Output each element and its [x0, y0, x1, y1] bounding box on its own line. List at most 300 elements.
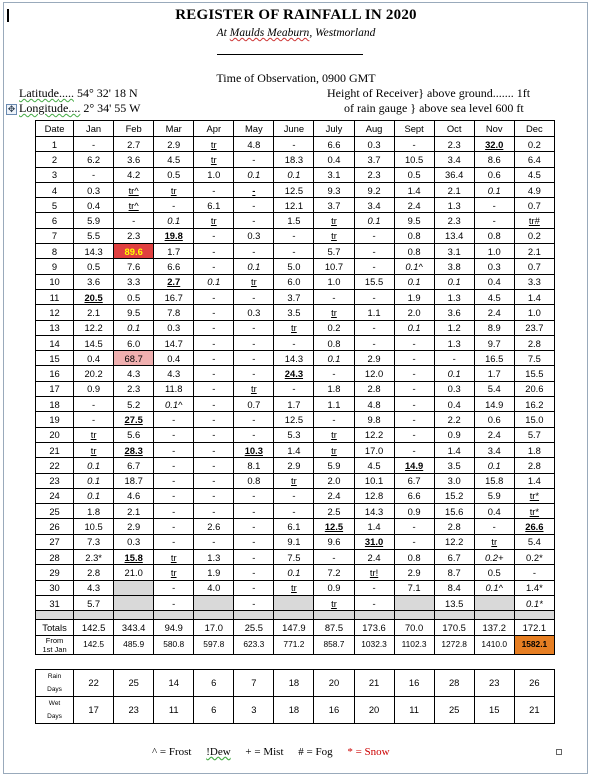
rainfall-cell: 0.5: [474, 565, 514, 580]
cumulative-row-value: 1410.0: [474, 635, 514, 654]
rainfall-cell: 3.6: [114, 152, 154, 167]
rainfall-cell: 1.1: [314, 397, 354, 412]
rainfall-cell: 0.8: [394, 244, 434, 259]
rainfall-cell: 15.8: [114, 550, 154, 565]
rainfall-cell: 4.5: [354, 458, 394, 473]
rainfall-cell: 7.5: [514, 351, 554, 366]
rainfall-cell: 4.0: [194, 580, 234, 595]
rainfall-cell: 7.1: [394, 580, 434, 595]
rainfall-cell: 5.9: [74, 213, 114, 228]
longitude-value: 2° 34' 55 W: [83, 101, 141, 115]
date-cell: 20: [36, 427, 74, 442]
rainfall-cell: 2.9: [114, 519, 154, 534]
rainfall-cell: -: [354, 228, 394, 243]
rainfall-cell: tr: [234, 381, 274, 396]
separator-cell: [434, 611, 474, 620]
rainfall-cell: -: [154, 473, 194, 488]
totals-row-value: 137.2: [474, 620, 514, 635]
rainfall-cell: [474, 595, 514, 610]
rainfall-cell: 0.1: [74, 458, 114, 473]
totals-row-value: 173.6: [354, 620, 394, 635]
rainfall-cell: 5.4: [474, 381, 514, 396]
rainfall-cell: 0.8: [394, 228, 434, 243]
rainfall-cell: 5.5: [74, 228, 114, 243]
rainfall-cell: -: [194, 289, 234, 304]
rainfall-cell: -: [394, 137, 434, 152]
rainfall-cell: 3.4: [474, 442, 514, 457]
rainfall-cell: -: [354, 335, 394, 350]
rainfall-cell: 0.3: [354, 137, 394, 152]
date-cell: 22: [36, 458, 74, 473]
rainfall-cell: -: [194, 534, 234, 549]
column-header-apr: Apr: [194, 121, 234, 137]
rainfall-cell: 12.0: [354, 366, 394, 381]
receiver-line-2: of rain gauge } above sea level 600 ft: [344, 101, 524, 115]
rainfall-cell: 0.4: [314, 152, 354, 167]
table-row: [36, 152, 555, 167]
rainfall-cell: 2.6: [194, 519, 234, 534]
separator-cell: [274, 611, 314, 620]
rainfall-cell: 5.7: [514, 427, 554, 442]
table-row: [36, 565, 555, 580]
date-cell: 18: [36, 397, 74, 412]
rainfall-cell: 4.8: [354, 397, 394, 412]
rainfall-cell: -: [194, 351, 234, 366]
table-row: [36, 442, 555, 457]
rainfall-cell: -: [234, 488, 274, 503]
rainfall-cell: 5.0: [274, 259, 314, 274]
separator-cell: [474, 611, 514, 620]
rainfall-cell: -: [194, 397, 234, 412]
rainfall-cell: -: [274, 381, 314, 396]
rainfall-cell: 3.6: [74, 274, 114, 289]
rainfall-cell: -: [474, 519, 514, 534]
wet-days-row-value: 23: [114, 696, 154, 723]
rainfall-cell: -: [354, 259, 394, 274]
date-cell: 11: [36, 289, 74, 304]
rainfall-cell: 6.4: [514, 152, 554, 167]
rainfall-cell: -: [314, 412, 354, 427]
rainfall-cell: 0.9: [74, 381, 114, 396]
rainfall-cell: 0.3: [154, 320, 194, 335]
table-row: [36, 320, 555, 335]
cumulative-row-value: 771.2: [274, 635, 314, 654]
rainfall-cell: tr*: [514, 488, 554, 503]
rainfall-cell: -: [194, 228, 234, 243]
rainfall-cell: 10.7: [314, 259, 354, 274]
rainfall-cell: 1.4: [274, 442, 314, 457]
rainfall-cell: 0.7: [514, 198, 554, 213]
separator-row: [36, 611, 555, 620]
rainfall-cell: tr#: [514, 213, 554, 228]
rainfall-cell: -: [234, 289, 274, 304]
rainfall-cell: tr: [314, 427, 354, 442]
title-rule: [217, 54, 363, 55]
rainfall-cell: 9.5: [394, 213, 434, 228]
wet-days-row-value: 11: [394, 696, 434, 723]
rainfall-cell: -: [154, 412, 194, 427]
table-row: [36, 595, 555, 610]
rainfall-cell: 9.2: [354, 182, 394, 197]
rainfall-cell: -: [154, 488, 194, 503]
wet-days-row-label: [36, 696, 74, 723]
date-cell: 19: [36, 412, 74, 427]
rainfall-cell: 6.6: [154, 259, 194, 274]
totals-row-label: [36, 620, 74, 635]
rainfall-cell: 0.3: [434, 381, 474, 396]
table-row: [36, 519, 555, 534]
rainfall-cell: 10.5: [394, 152, 434, 167]
rainfall-cell: 2.3: [354, 167, 394, 182]
rainfall-cell: 0.3: [234, 228, 274, 243]
latitude-label: Latitude: [19, 86, 59, 100]
rain-days-row: [36, 669, 555, 696]
rainfall-cell: 0.1: [434, 366, 474, 381]
legend-frost: ^ = Frost: [152, 746, 192, 758]
rainfall-cell: 6.7: [114, 458, 154, 473]
table-row: [36, 198, 555, 213]
rainfall-cell: 31.0: [354, 534, 394, 549]
rainfall-cell: 6.1: [274, 519, 314, 534]
rainfall-cell: -: [194, 427, 234, 442]
rainfall-cell: -: [314, 550, 354, 565]
subtitle-prefix: At: [216, 27, 230, 39]
date-cell: 27: [36, 534, 74, 549]
rainfall-cell: 0.6: [474, 167, 514, 182]
rainfall-cell: 0.4: [474, 274, 514, 289]
page-subtitle: [0, 27, 592, 39]
legend-snow: * = Snow: [347, 746, 390, 758]
rainfall-cell: -: [394, 519, 434, 534]
rainfall-cell: -: [274, 244, 314, 259]
cumulative-row-value: 858.7: [314, 635, 354, 654]
rainfall-cell: 2.1: [114, 504, 154, 519]
rainfall-cell: 2.4: [394, 198, 434, 213]
table-move-handle-icon[interactable]: ✥: [7, 104, 16, 114]
rainfall-cell: 0.8: [314, 335, 354, 350]
rainfall-cell: 0.8: [474, 228, 514, 243]
latitude: [19, 86, 138, 101]
cumulative-row-value: 1032.3: [354, 635, 394, 654]
rainfall-cell: 0.1: [314, 351, 354, 366]
rainfall-cell: 2.9: [394, 565, 434, 580]
rainfall-cell: 1.3: [434, 335, 474, 350]
rainfall-cell: -: [154, 504, 194, 519]
rainfall-cell: -: [394, 397, 434, 412]
longitude: [19, 101, 140, 116]
rainfall-cell: 4.6: [114, 488, 154, 503]
rainfall-cell: 12.2: [354, 427, 394, 442]
table-row: [36, 580, 555, 595]
longitude-label: Longitude: [19, 101, 69, 115]
column-header-jan: Jan: [74, 121, 114, 137]
table-row: [36, 137, 555, 152]
rainfall-cell: 0.8: [234, 473, 274, 488]
rainfall-cell: 0.5: [394, 167, 434, 182]
table-row: [36, 488, 555, 503]
rainfall-cell: 3.7: [354, 152, 394, 167]
column-header-july: July: [314, 121, 354, 137]
rainfall-cell: 4.5: [474, 289, 514, 304]
rainfall-cell: 14.3: [354, 504, 394, 519]
rainfall-cell: [274, 595, 314, 610]
column-header-nov: Nov: [474, 121, 514, 137]
rainfall-cell: 0.1: [154, 213, 194, 228]
column-header-date: Date: [36, 121, 74, 137]
table-row: [36, 244, 555, 259]
totals-row-value: 170.5: [434, 620, 474, 635]
rainfall-cell: -: [354, 595, 394, 610]
rainfall-cell: 2.8: [434, 519, 474, 534]
rainfall-cell: 1.4*: [514, 580, 554, 595]
rainfall-cell: tr: [74, 442, 114, 457]
rainfall-cell: 5.3: [274, 427, 314, 442]
wet-days-row-value: 21: [514, 696, 554, 723]
rainfall-cell: 8.1: [234, 458, 274, 473]
date-cell: 21: [36, 442, 74, 457]
rainfall-cell: -: [234, 335, 274, 350]
rainfall-cell: -: [74, 167, 114, 182]
rainfall-cell: 1.4: [434, 442, 474, 457]
rainfall-cell: 0.4: [474, 504, 514, 519]
rainfall-cell: 2.2: [434, 412, 474, 427]
rainfall-cell: 6.7: [394, 473, 434, 488]
legend-fog: # = Fog: [298, 746, 333, 758]
wet-days-row-value: 17: [74, 696, 114, 723]
rainfall-cell: 8.4: [434, 580, 474, 595]
table-row: [36, 458, 555, 473]
wet-days-row-value: 16: [314, 696, 354, 723]
rain-days-row-label-line: Rain: [47, 672, 62, 680]
rainfall-cell: 0.1: [274, 565, 314, 580]
rainfall-cell: 0.1: [234, 259, 274, 274]
rainfall-cell: 7.3: [74, 534, 114, 549]
rainfall-cell: 0.5: [114, 289, 154, 304]
rainfall-cell: -: [194, 182, 234, 197]
rain-days-row-value: 20: [314, 669, 354, 696]
rainfall-cell: 0.9: [394, 504, 434, 519]
rainfall-cell: 14.3: [74, 244, 114, 259]
rainfall-cell: -: [234, 244, 274, 259]
rainfall-cell: -: [394, 335, 434, 350]
table-row: [36, 259, 555, 274]
rainfall-cell: 1.2: [434, 320, 474, 335]
rainfall-cell: 15.5: [354, 274, 394, 289]
rainfall-cell: tr: [154, 182, 194, 197]
rainfall-cell: 7.6: [114, 259, 154, 274]
totals-row-value: 172.1: [514, 620, 554, 635]
date-cell: 29: [36, 565, 74, 580]
date-cell: 25: [36, 504, 74, 519]
rainfall-cell: 16.5: [474, 351, 514, 366]
rainfall-cell: -: [234, 182, 274, 197]
rainfall-cell: 1.9: [394, 289, 434, 304]
rainfall-cell: 8.6: [474, 152, 514, 167]
rainfall-cell: 0.1: [394, 320, 434, 335]
rainfall-cell: 4.3: [74, 580, 114, 595]
rainfall-cell: 3.8: [434, 259, 474, 274]
rainfall-cell: -: [354, 320, 394, 335]
rainfall-cell: -: [194, 504, 234, 519]
date-cell: 31: [36, 595, 74, 610]
paragraph-mark-icon: [556, 749, 562, 755]
table-row: [36, 213, 555, 228]
date-cell: 6: [36, 213, 74, 228]
rainfall-cell: 2.8: [514, 458, 554, 473]
rainfall-cell: -: [394, 534, 434, 549]
rainfall-cell: 3.5: [434, 458, 474, 473]
rainfall-cell: 10.5: [74, 519, 114, 534]
rainfall-cell: -: [234, 351, 274, 366]
rainfall-cell: 0.1^: [474, 580, 514, 595]
rainfall-cell: 20.6: [514, 381, 554, 396]
rainfall-cell: 1.3: [434, 289, 474, 304]
rainfall-cell: 12.8: [354, 488, 394, 503]
rainfall-cell: 0.4: [74, 351, 114, 366]
rainfall-cell: tr: [154, 565, 194, 580]
rainfall-cell: 8.9: [474, 320, 514, 335]
rainfall-cell: 2.3: [434, 213, 474, 228]
rainfall-cell: 0.1: [274, 167, 314, 182]
rainfall-cell: 20.5: [74, 289, 114, 304]
rainfall-cell: [394, 595, 434, 610]
rainfall-cell: [114, 580, 154, 595]
rainfall-cell: 0.1: [354, 213, 394, 228]
rainfall-cell: -: [474, 213, 514, 228]
rain-days-row-value: 18: [274, 669, 314, 696]
rainfall-cell: 0.1^: [154, 397, 194, 412]
rainfall-cell: 0.8: [394, 550, 434, 565]
rainfall-cell: 2.1: [514, 244, 554, 259]
totals-row-value: 17.0: [194, 620, 234, 635]
rainfall-cell: tr*: [514, 504, 554, 519]
rainfall-cell: 4.3: [114, 366, 154, 381]
rainfall-cell: 1.3: [434, 198, 474, 213]
rainfall-cell: -: [154, 595, 194, 610]
rainfall-cell: 1.1: [354, 305, 394, 320]
rain-days-row-value: 7: [234, 669, 274, 696]
table-row: [36, 228, 555, 243]
rainfall-cell: 5.2: [114, 397, 154, 412]
rainfall-cell: 9.5: [114, 305, 154, 320]
rainfall-cell: -: [274, 488, 314, 503]
separator-cell: [514, 611, 554, 620]
latitude-dots: .....: [58, 86, 74, 100]
rainfall-cell: 9.6: [314, 534, 354, 549]
rainfall-cell: tr: [274, 473, 314, 488]
rainfall-cell: tr: [194, 137, 234, 152]
rainfall-cell: tr: [314, 305, 354, 320]
table-row: [36, 305, 555, 320]
rainfall-cell: 2.8: [354, 381, 394, 396]
rainfall-cell: 14.9: [474, 397, 514, 412]
rainfall-cell: -: [194, 305, 234, 320]
rainfall-cell: 7.8: [154, 305, 194, 320]
rainfall-cell: 3.6: [434, 305, 474, 320]
rainfall-cell: 0.1: [74, 473, 114, 488]
rainfall-cell: 26.6: [514, 519, 554, 534]
rainfall-cell: 1.5: [274, 213, 314, 228]
rainfall-cell: 2.4: [474, 427, 514, 442]
rainfall-cell: 18.7: [114, 473, 154, 488]
cumulative-row-label-line: From: [45, 635, 64, 645]
rainfall-cell: 0.1: [474, 182, 514, 197]
rainfall-cell: 23.7: [514, 320, 554, 335]
cumulative-row-value: 580.8: [154, 635, 194, 654]
rainfall-cell: -: [394, 412, 434, 427]
table-row: [36, 550, 555, 565]
date-cell: 26: [36, 519, 74, 534]
rainfall-cell: 2.9: [154, 137, 194, 152]
rainfall-cell: -: [314, 366, 354, 381]
rain-days-row-label: [36, 669, 74, 696]
rainfall-cell: 14.9: [394, 458, 434, 473]
rainfall-cell: 2.1: [74, 305, 114, 320]
rainfall-cell: tr!: [354, 565, 394, 580]
rainfall-cell: 2.4: [354, 550, 394, 565]
rain-days-row-value: 26: [514, 669, 554, 696]
rainfall-cell: 89.6: [114, 244, 154, 259]
longitude-dots: ....: [68, 101, 81, 115]
rainfall-cell: 0.4: [154, 351, 194, 366]
table-row: [36, 397, 555, 412]
rainfall-cell: tr: [154, 550, 194, 565]
rainfall-cell: 3.4: [354, 198, 394, 213]
date-cell: 23: [36, 473, 74, 488]
wet-days-row-value: 6: [194, 696, 234, 723]
rainfall-cell: 6.0: [114, 335, 154, 350]
rainfall-cell: 1.8: [514, 442, 554, 457]
rainfall-cell: -: [194, 381, 234, 396]
rain-days-row-value: 28: [434, 669, 474, 696]
rainfall-cell: 0.2: [514, 137, 554, 152]
rainfall-cell: tr: [314, 595, 354, 610]
legend-dew: !Dew: [206, 746, 231, 758]
rainfall-cell: 32.0: [474, 137, 514, 152]
totals-row-value: 94.9: [154, 620, 194, 635]
subtitle-place: Maulds Meaburn: [229, 27, 310, 39]
rainfall-cell: -: [274, 137, 314, 152]
rain-days-row-value: 25: [114, 669, 154, 696]
wet-days-row-value: 18: [274, 696, 314, 723]
date-cell: 30: [36, 580, 74, 595]
rainfall-cell: -: [234, 152, 274, 167]
rainfall-cell: 0.2+: [474, 550, 514, 565]
rainfall-cell: -: [74, 137, 114, 152]
rainfall-cell: 11.8: [154, 381, 194, 396]
rainfall-cell: 1.3: [194, 550, 234, 565]
wet-days-row-value: 3: [234, 696, 274, 723]
cumulative-row-value: 1102.3: [394, 635, 434, 654]
rainfall-cell: 5.7: [314, 244, 354, 259]
rainfall-cell: 0.9: [314, 580, 354, 595]
rainfall-cell: 0.2: [514, 228, 554, 243]
rainfall-cell: 13.4: [434, 228, 474, 243]
rainfall-cell: 2.7: [114, 137, 154, 152]
rainfall-cell: 3.7: [274, 289, 314, 304]
rainfall-cell: -: [354, 244, 394, 259]
column-header-feb: Feb: [114, 121, 154, 137]
rainfall-cell: tr^: [114, 198, 154, 213]
rainfall-cell: 2.3: [114, 381, 154, 396]
rainfall-cell: -: [274, 335, 314, 350]
rainfall-cell: tr: [74, 427, 114, 442]
rainfall-cell: 0.1: [434, 274, 474, 289]
table-row: [36, 289, 555, 304]
rainfall-cell: 9.7: [474, 335, 514, 350]
rainfall-cell: 5.9: [474, 488, 514, 503]
date-cell: 3: [36, 167, 74, 182]
